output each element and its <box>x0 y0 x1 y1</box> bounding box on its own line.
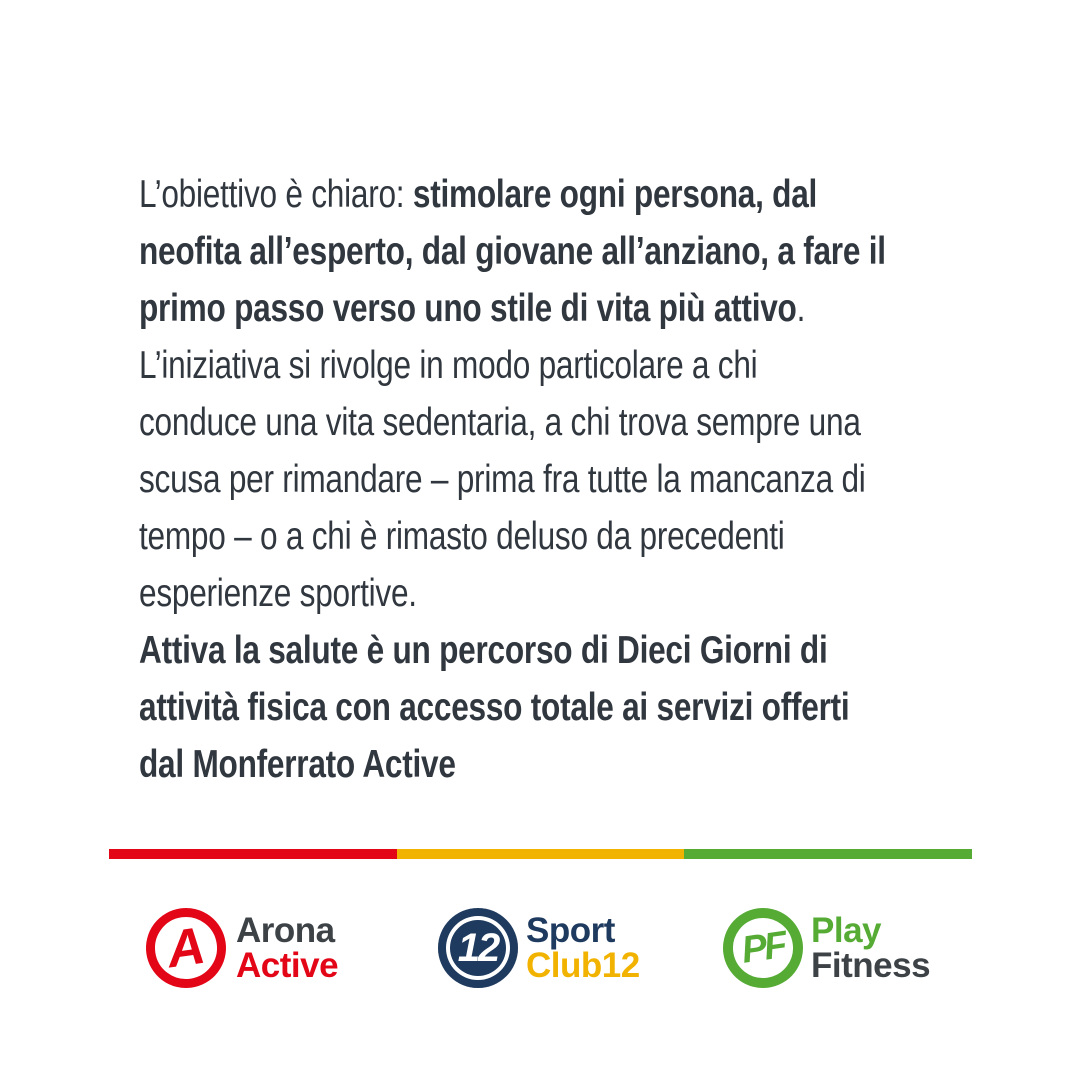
text-segment: dal Monferrato Active <box>139 743 456 786</box>
body-text <box>139 166 886 793</box>
divider-bar <box>109 849 972 859</box>
logo-sport-club12 <box>438 908 640 988</box>
text-line <box>139 622 886 679</box>
logo-play-fitness <box>723 908 930 988</box>
text-segment: attività fisica con accesso totale ai servizi offerti <box>139 686 850 729</box>
logo-text-play: Play <box>811 911 881 950</box>
divider-segment-red <box>109 849 397 859</box>
text-segment: L’iniziativa si rivolge in modo particolare a chi <box>139 344 758 387</box>
logo-text-arona: Arona <box>236 911 335 950</box>
logo-text-active: Active <box>236 946 339 985</box>
play-fitness-icon <box>718 903 808 993</box>
text-segment: conduce una vita sedentaria, a chi trova sempre una <box>139 401 861 444</box>
text-segment: stimolare ogni persona, dal <box>412 173 818 216</box>
text-segment: Attiva la salute è un percorso di Dieci Giorni di <box>139 629 828 672</box>
text-line <box>139 280 886 337</box>
sport-club12-icon <box>438 908 518 988</box>
text-segment: neofita all’esperto, dal giovane all’anziano, a fare il <box>139 230 886 273</box>
logo-text-club12: Club12 <box>526 946 640 985</box>
text-line <box>139 166 886 223</box>
logo-text-fitness: Fitness <box>811 946 931 985</box>
pf-mark-letters: PF <box>738 923 787 972</box>
text-line <box>139 508 886 565</box>
arona-active-icon <box>141 903 231 993</box>
text-segment: scusa per rimandare – prima fra tutte la mancanza di <box>139 458 866 501</box>
text-line <box>139 679 886 736</box>
text-segment: tempo – o a chi è rimasto deluso da precedenti <box>139 515 785 558</box>
text-line <box>139 337 886 394</box>
text-segment: L’obiettivo è chiaro: <box>139 173 413 216</box>
text-line <box>139 451 886 508</box>
club12-mark-number: 12 <box>457 925 499 970</box>
divider-segment-green <box>684 849 972 859</box>
arona-active-wordmark <box>236 913 338 983</box>
logo-arona-active <box>146 908 338 988</box>
divider-segment-amber <box>397 849 685 859</box>
arona-mark-letter: A <box>163 916 209 980</box>
sport-club12-wordmark <box>526 913 640 983</box>
text-line <box>139 394 886 451</box>
play-fitness-wordmark <box>811 913 930 983</box>
text-segment: primo passo verso uno stile di vita più attivo <box>139 287 797 330</box>
text-line <box>139 565 886 622</box>
text-segment: esperienze sportive. <box>139 572 417 615</box>
text-segment: . <box>796 287 806 330</box>
logo-text-sport: Sport <box>526 911 615 950</box>
text-line <box>139 736 886 793</box>
text-line <box>139 223 886 280</box>
